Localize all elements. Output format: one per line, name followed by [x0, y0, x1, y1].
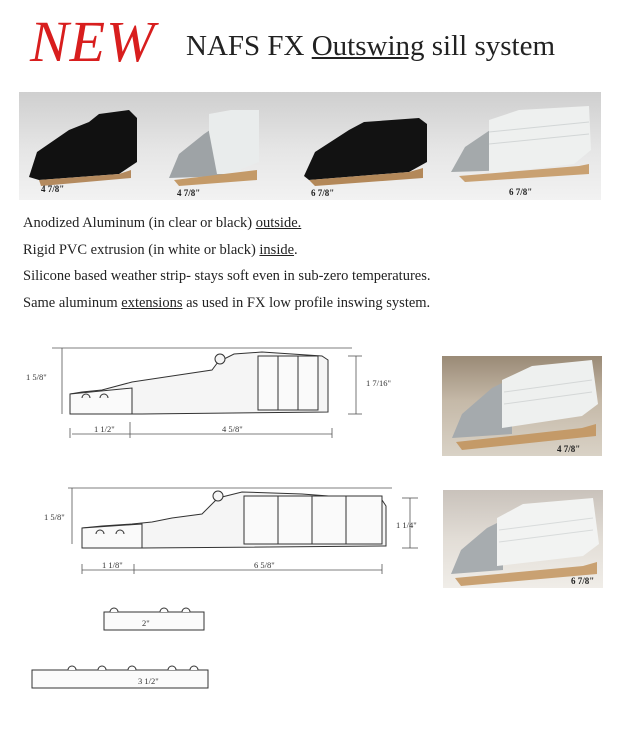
- sill-drawing-4-7-8: [22, 342, 392, 455]
- photo-caption-1: 4 7/8": [41, 184, 65, 194]
- photo-caption-2: 4 7/8": [177, 188, 201, 198]
- feature-item: Silicone based weather strip- stays soft even in sub-zero temperatures.: [23, 268, 431, 284]
- extension-3-5in-label: 3 1/2": [138, 676, 159, 686]
- sill-drawing-6-7-8: [22, 484, 422, 581]
- silver-sill-photo-2: [451, 106, 591, 182]
- page-title: [186, 30, 555, 63]
- height-left-label: 1 5/8": [26, 372, 47, 382]
- title-suffix: sill system: [424, 30, 556, 62]
- silver-sill-photo-1: [169, 110, 259, 186]
- title-prefix: NAFS FX: [186, 30, 312, 62]
- feature-list: [23, 210, 430, 316]
- sill-photo-6-7-8: [443, 490, 603, 588]
- photo-caption-drawing-1: 4 7/8": [557, 444, 581, 454]
- extension-2in-drawing: [100, 604, 210, 639]
- width-left-label: 1 1/2": [94, 424, 115, 434]
- photo-caption-3: 6 7/8": [311, 188, 335, 198]
- title-underlined: Outswing: [311, 30, 425, 62]
- feature-item: Rigid PVC extrusion (in white or black) inside.: [23, 241, 298, 258]
- sill-photo-strip: [19, 92, 601, 200]
- width-right-label: 6 5/8": [254, 560, 275, 570]
- feature-item: Same aluminum extensions as used in FX low profile inswing system.: [23, 294, 431, 311]
- height-left-label: 1 5/8": [44, 512, 65, 522]
- sill-photo-4-7-8: [442, 356, 602, 456]
- height-right-label: 1 7/16": [366, 378, 391, 388]
- new-badge: NEW: [30, 9, 156, 74]
- black-sill-photo-1: [29, 110, 137, 186]
- width-right-label: 4 5/8": [222, 424, 243, 434]
- feature-item: Anodized Aluminum (in clear or black) outside.: [23, 215, 302, 231]
- extension-2in-label: 2": [142, 618, 150, 628]
- photo-caption-drawing-2: 6 7/8": [571, 576, 595, 586]
- black-sill-photo-2: [304, 118, 427, 186]
- width-left-label: 1 1/8": [102, 560, 123, 570]
- photo-caption-4: 6 7/8": [509, 187, 533, 197]
- height-right-label: 1 1/4": [396, 520, 417, 530]
- extension-3-5in-drawing: [28, 660, 214, 697]
